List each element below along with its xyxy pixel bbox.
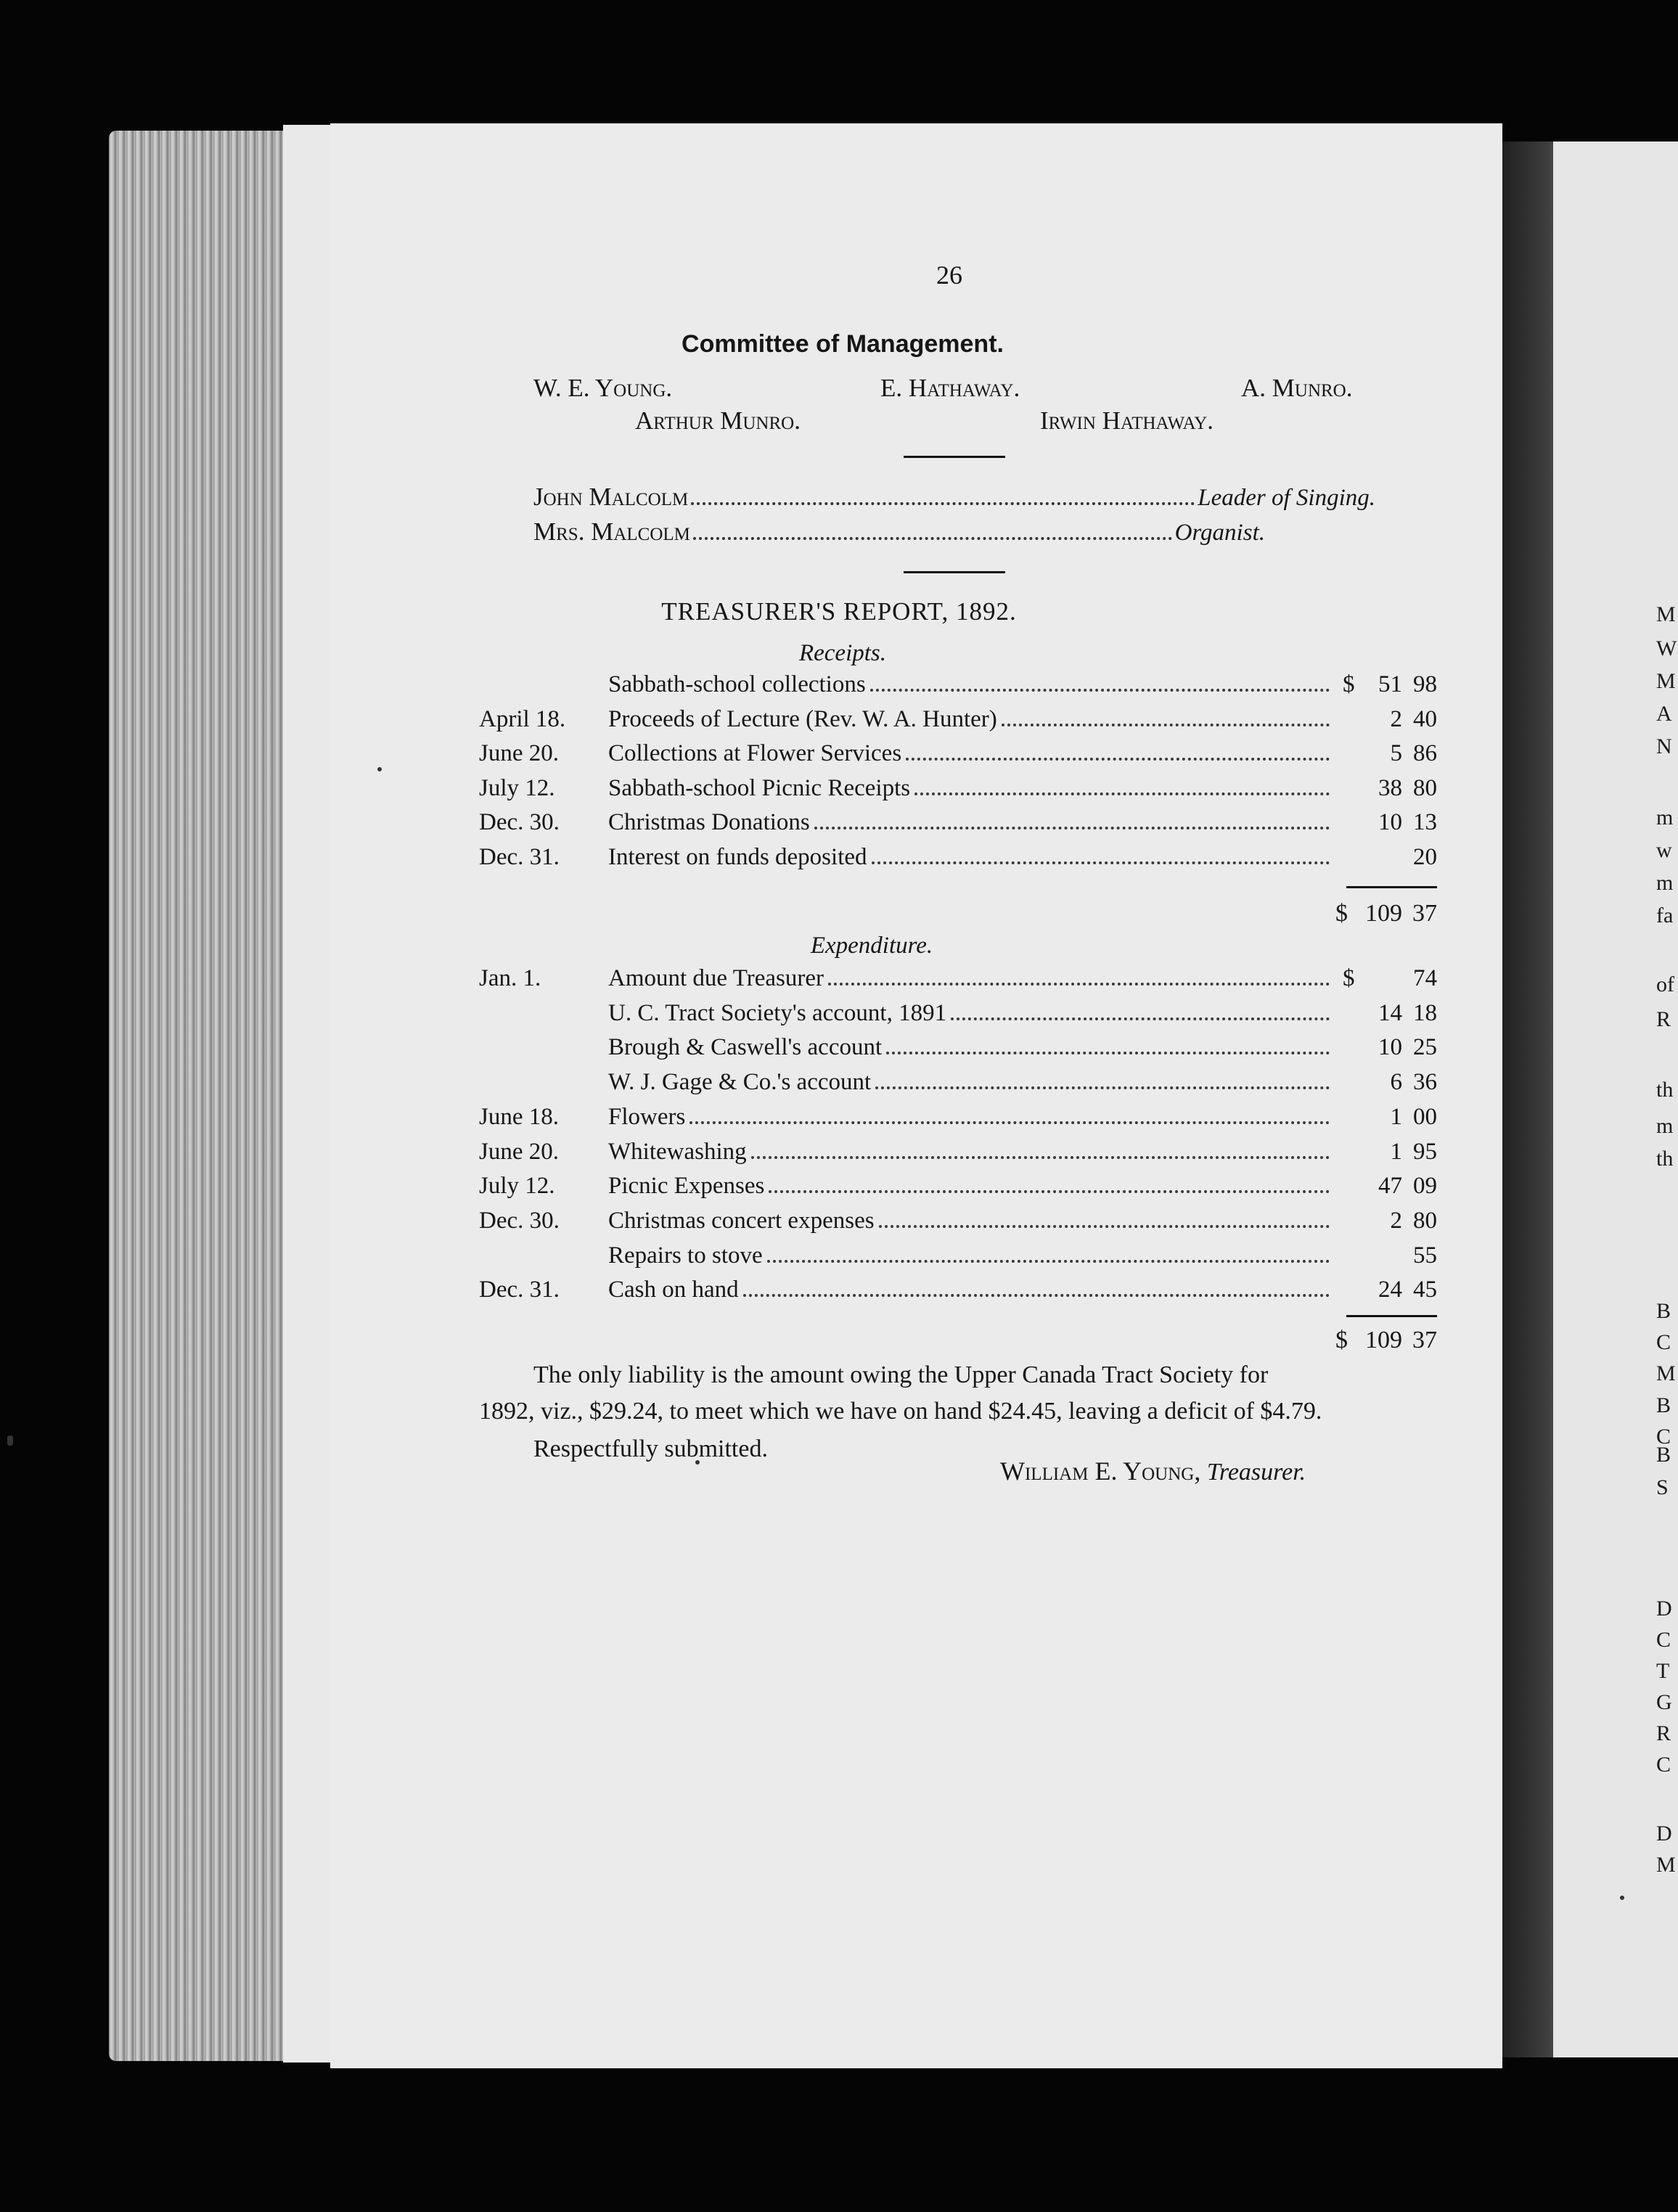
entry-date: Dec. 30. bbox=[479, 809, 560, 835]
entry-item bbox=[608, 706, 1334, 734]
signature bbox=[1000, 1453, 1306, 1491]
total-cents: 37 bbox=[1412, 900, 1437, 927]
committee-member: Irwin Hathaway. bbox=[1040, 406, 1214, 435]
facing-page-fragment: S bbox=[1656, 1475, 1669, 1499]
facing-page-fragment: B bbox=[1656, 1299, 1671, 1323]
leader-dots bbox=[769, 1190, 1330, 1193]
amount-dollars: 47 bbox=[1378, 1173, 1402, 1200]
facing-page-fragment: R bbox=[1656, 1007, 1671, 1031]
entry-label: Cash on hand bbox=[608, 1277, 739, 1303]
entry-label: Interest on funds deposited bbox=[608, 843, 867, 870]
entry-item bbox=[608, 844, 1334, 872]
facing-page-fragment: M bbox=[1656, 1853, 1676, 1877]
amount-dollars: 2 bbox=[1390, 705, 1402, 732]
leader-dots bbox=[886, 1052, 1330, 1054]
entry-date: June 20. bbox=[479, 740, 559, 766]
amount-dollars: 38 bbox=[1378, 774, 1402, 801]
leader-dots bbox=[914, 792, 1330, 795]
ledger-row bbox=[479, 809, 1437, 844]
amount-dollars: 1 bbox=[1390, 1138, 1402, 1165]
entry-label: Sabbath-school Picnic Receipts bbox=[608, 774, 911, 801]
leader-dots bbox=[751, 1156, 1330, 1159]
signature-name: William E. Young, bbox=[1000, 1457, 1201, 1486]
leader-dots bbox=[689, 1121, 1330, 1124]
currency-symbol: $ bbox=[1343, 965, 1355, 991]
leader-dots bbox=[814, 827, 1330, 830]
facing-page-fragment: W bbox=[1656, 636, 1677, 660]
amount-cents: 55 bbox=[1413, 1242, 1437, 1269]
entry-item bbox=[608, 1034, 1334, 1062]
total-dollars: 109 bbox=[1365, 1327, 1402, 1353]
ink-speck bbox=[7, 1435, 13, 1446]
entry-date: July 12. bbox=[479, 1173, 555, 1200]
leader-dots bbox=[875, 1086, 1330, 1089]
entry-item bbox=[608, 1104, 1334, 1131]
amount-cents: 98 bbox=[1413, 671, 1437, 697]
entry-label: Christmas concert expenses bbox=[608, 1207, 875, 1234]
amount-dollars: 14 bbox=[1378, 999, 1402, 1026]
officer-name: Mrs. Malcolm bbox=[533, 517, 690, 546]
facing-page-fragment: C bbox=[1656, 1425, 1671, 1449]
amount-dollars: 5 bbox=[1390, 740, 1402, 766]
facing-page-fragment: M bbox=[1656, 1361, 1676, 1385]
ink-speck bbox=[1620, 1896, 1624, 1900]
facing-page-fragment: N bbox=[1656, 734, 1672, 758]
page-gutter bbox=[283, 125, 337, 2063]
leader-dots bbox=[872, 861, 1330, 864]
receipts-total bbox=[1335, 900, 1437, 935]
officer-name: John Malcolm bbox=[533, 483, 689, 511]
ledger-row bbox=[479, 1139, 1437, 1173]
amount-dollars: 24 bbox=[1378, 1277, 1402, 1303]
ledger-row bbox=[479, 671, 1437, 706]
entry-date: June 18. bbox=[479, 1103, 559, 1130]
entry-date: Dec. 31. bbox=[479, 843, 560, 870]
committee-member: Arthur Munro. bbox=[635, 406, 801, 435]
ledger-row bbox=[479, 1069, 1437, 1104]
entry-item bbox=[608, 1277, 1334, 1304]
amount-dollars: 10 bbox=[1378, 809, 1402, 835]
committee-heading: Committee of Management. bbox=[682, 330, 1004, 358]
currency-symbol: $ bbox=[1335, 900, 1348, 927]
entry-date: June 20. bbox=[479, 1138, 559, 1165]
amount-cents: 80 bbox=[1413, 774, 1437, 801]
entry-label: Sabbath-school collections bbox=[608, 671, 866, 697]
amount-cents: 95 bbox=[1413, 1138, 1437, 1165]
ledger-row bbox=[479, 1034, 1437, 1069]
amount-cents: 18 bbox=[1413, 999, 1437, 1026]
ledger-row bbox=[479, 1208, 1437, 1242]
liability-statement-line1: The only liability is the amount owing the Upper Canada Tract Society for bbox=[533, 1361, 1269, 1388]
entry-item bbox=[608, 1208, 1334, 1235]
entry-label: Picnic Expenses bbox=[608, 1173, 765, 1200]
leader-dots bbox=[1002, 724, 1330, 726]
amount-dollars: 10 bbox=[1378, 1034, 1402, 1061]
facing-page-fragment: D bbox=[1656, 1822, 1672, 1846]
amount-cents: 74 bbox=[1413, 965, 1437, 991]
facing-page-fragment: B bbox=[1656, 1443, 1671, 1467]
ledger-row bbox=[479, 1173, 1437, 1208]
ledger-row bbox=[479, 1277, 1437, 1311]
leader-dots bbox=[906, 758, 1330, 761]
amount-cents: 00 bbox=[1413, 1103, 1437, 1130]
officer-title: Leader of Singing. bbox=[1198, 485, 1375, 511]
ledger-row bbox=[479, 775, 1437, 810]
entry-item bbox=[608, 1139, 1334, 1166]
facing-page-fragment: B bbox=[1656, 1393, 1671, 1417]
leader-dots bbox=[951, 1017, 1330, 1020]
section-divider bbox=[904, 571, 1005, 573]
ledger-row bbox=[479, 844, 1437, 879]
facing-page-fragment: w bbox=[1656, 838, 1672, 862]
liability-statement-line2: 1892, viz., $29.24, to meet which we have on hand $24.45, leaving a deficit of $4.79. bbox=[479, 1398, 1322, 1425]
section-divider bbox=[904, 456, 1005, 458]
facing-page-fragment: G bbox=[1656, 1690, 1672, 1714]
receipts-heading: Receipts. bbox=[798, 640, 887, 666]
currency-symbol: $ bbox=[1335, 1327, 1348, 1353]
facing-page-fragment: of bbox=[1656, 972, 1674, 996]
entry-item bbox=[608, 671, 1334, 699]
facing-page-fragment: R bbox=[1656, 1721, 1671, 1745]
facing-page-fragment: T bbox=[1656, 1659, 1670, 1683]
facing-page-fragment: fa bbox=[1656, 904, 1674, 927]
entry-label: U. C. Tract Society's account, 1891 bbox=[608, 999, 947, 1026]
committee-member: A. Munro. bbox=[1241, 374, 1353, 402]
amount-cents: 13 bbox=[1413, 809, 1437, 835]
ledger-row bbox=[479, 965, 1437, 1000]
facing-page-fragment: C bbox=[1656, 1753, 1671, 1777]
facing-page-fragment: M bbox=[1656, 602, 1676, 626]
entry-date: Dec. 30. bbox=[479, 1207, 560, 1234]
amount-cents: 25 bbox=[1413, 1034, 1437, 1061]
leader-dots bbox=[767, 1260, 1330, 1263]
entry-label: Brough & Caswell's account bbox=[608, 1034, 883, 1061]
entry-label: Christmas Donations bbox=[608, 809, 810, 835]
leader-dots bbox=[870, 689, 1330, 692]
facing-page-fragment: m bbox=[1656, 1114, 1674, 1138]
entry-date: Dec. 31. bbox=[479, 1277, 560, 1303]
page-number: 26 bbox=[936, 261, 962, 290]
entry-item bbox=[608, 1173, 1334, 1200]
entry-label: Proceeds of Lecture (Rev. W. A. Hunter) bbox=[608, 705, 997, 732]
total-rule bbox=[1346, 1315, 1437, 1317]
committee-member: W. E. Young. bbox=[533, 374, 673, 402]
officer-line bbox=[533, 517, 1265, 547]
ink-speck bbox=[377, 767, 382, 771]
amount-dollars: 1 bbox=[1390, 1103, 1402, 1130]
closing-line: Respectfully submitted. bbox=[533, 1435, 768, 1462]
facing-page-fragment: A bbox=[1656, 702, 1672, 726]
leader-dots bbox=[743, 1294, 1330, 1297]
facing-page-fragment: C bbox=[1656, 1628, 1671, 1652]
amount-cents: 40 bbox=[1413, 705, 1437, 732]
leader-dots bbox=[693, 537, 1172, 540]
entry-label: Whitewashing bbox=[608, 1138, 747, 1165]
entry-date: July 12. bbox=[479, 774, 555, 801]
expenditure-total bbox=[1335, 1327, 1437, 1361]
entry-label: Amount due Treasurer bbox=[608, 965, 824, 991]
entry-label: Repairs to stove bbox=[608, 1242, 763, 1269]
facing-page-fragment: C bbox=[1656, 1330, 1671, 1354]
entry-date: Jan. 1. bbox=[479, 965, 541, 991]
facing-page-fragment: th bbox=[1656, 1147, 1674, 1171]
facing-page-fragment: m bbox=[1656, 871, 1674, 895]
facing-page-fragment: m bbox=[1656, 806, 1674, 830]
officer-title: Organist. bbox=[1174, 520, 1265, 546]
amount-cents: 45 bbox=[1413, 1277, 1437, 1303]
amount-cents: 20 bbox=[1413, 843, 1437, 870]
entry-item bbox=[608, 1242, 1334, 1270]
facing-page-fragment: D bbox=[1656, 1597, 1672, 1621]
entry-label: W. J. Gage & Co.'s account bbox=[608, 1069, 872, 1096]
entry-item bbox=[608, 740, 1334, 768]
total-cents: 37 bbox=[1412, 1327, 1437, 1353]
entry-item bbox=[608, 809, 1334, 837]
treasurer-report-heading: TREASURER'S REPORT, 1892. bbox=[661, 597, 1017, 626]
facing-page-fragment: M bbox=[1656, 669, 1676, 693]
amount-cents: 36 bbox=[1413, 1069, 1437, 1096]
amount-cents: 80 bbox=[1413, 1207, 1437, 1234]
ledger-row bbox=[479, 706, 1437, 741]
facing-page-fragment: th bbox=[1656, 1078, 1674, 1102]
committee-member: E. Hathaway. bbox=[880, 374, 1020, 402]
amount-cents: 09 bbox=[1413, 1173, 1437, 1200]
ledger-row bbox=[479, 1242, 1437, 1277]
amount-dollars: 6 bbox=[1390, 1069, 1402, 1096]
signature-title: Treasurer. bbox=[1206, 1459, 1306, 1486]
entry-label: Collections at Flower Services bbox=[608, 740, 902, 766]
entry-date: April 18. bbox=[479, 705, 566, 732]
officer-line bbox=[533, 483, 1375, 512]
leader-dots bbox=[879, 1225, 1330, 1228]
ledger-row bbox=[479, 1104, 1437, 1139]
amount-dollars: 51 bbox=[1378, 671, 1402, 697]
entry-item bbox=[608, 1069, 1334, 1097]
leader-dots bbox=[828, 983, 1330, 986]
entry-item bbox=[608, 1000, 1334, 1028]
amount-cents: 86 bbox=[1413, 740, 1437, 766]
total-rule bbox=[1346, 886, 1437, 888]
entry-item bbox=[608, 965, 1334, 993]
ledger-row bbox=[479, 1000, 1437, 1035]
total-dollars: 109 bbox=[1365, 900, 1402, 927]
expenditure-heading: Expenditure. bbox=[810, 933, 933, 959]
entry-item bbox=[608, 775, 1334, 803]
entry-label: Flowers bbox=[608, 1103, 686, 1130]
ledger-row bbox=[479, 740, 1437, 775]
leader-dots bbox=[691, 502, 1195, 505]
currency-symbol: $ bbox=[1343, 671, 1355, 697]
amount-dollars: 2 bbox=[1390, 1207, 1402, 1234]
